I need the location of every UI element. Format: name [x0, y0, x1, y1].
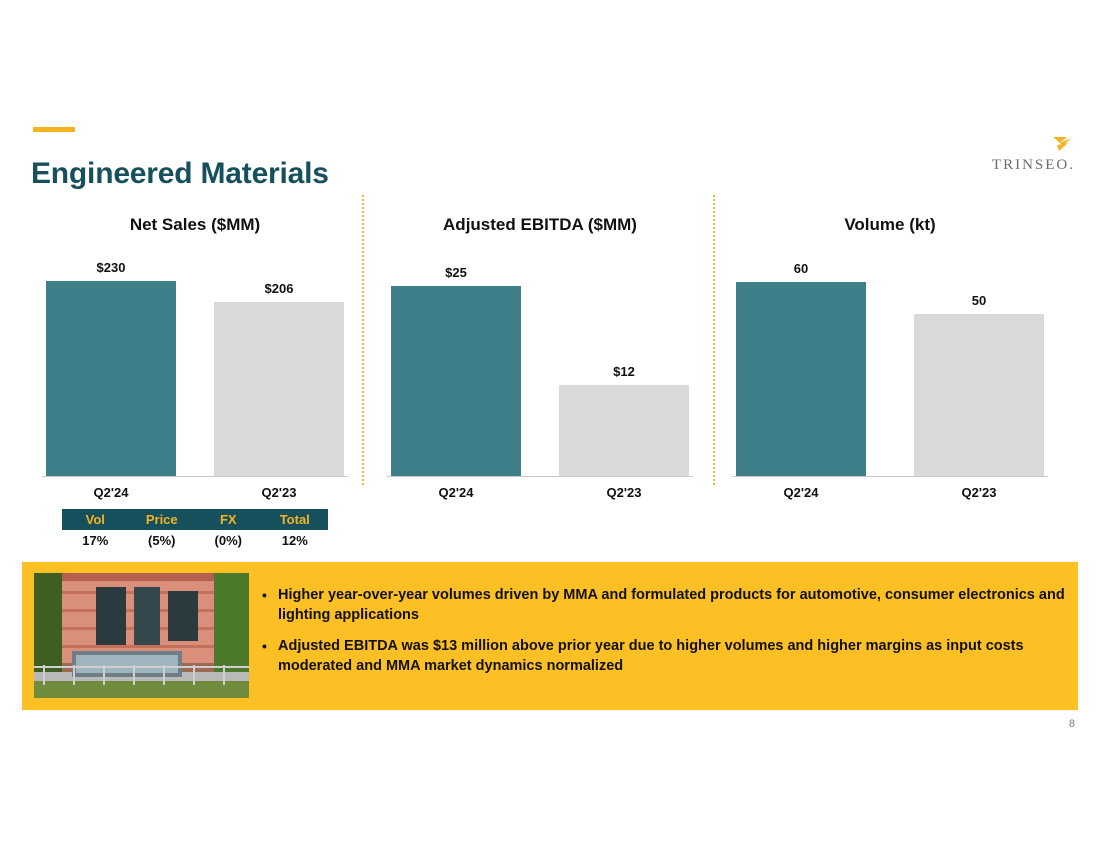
- x-axis-line: [732, 476, 1048, 477]
- variance-header-fx: FX: [219, 512, 237, 527]
- variance-header-total: Total: [279, 512, 310, 527]
- bar-q2-24[interactable]: [736, 282, 866, 476]
- bullet-icon: •: [262, 587, 267, 603]
- chart-panel-net-sales: [30, 205, 360, 515]
- variance-value-total: 12%: [281, 533, 308, 548]
- bar-group-current: [736, 256, 866, 476]
- bar-value-label: $12: [613, 364, 635, 379]
- plot-area-volume: [720, 257, 1060, 477]
- chart-panel-volume: [720, 205, 1060, 515]
- variance-value-price: (5%): [148, 533, 176, 548]
- page-title: Engineered Materials: [31, 157, 329, 191]
- chart-title-volume: Volume (kt): [844, 215, 936, 234]
- trinseo-logo: [965, 135, 1075, 174]
- bar-q2-23[interactable]: [559, 385, 689, 476]
- chart-title-adjusted-ebitda: Adjusted EBITDA ($MM): [443, 215, 637, 234]
- bar-q2-23[interactable]: [914, 314, 1044, 476]
- category-label-current: Q2'24: [783, 485, 819, 500]
- bar-value-label: $230: [96, 260, 126, 275]
- bar-value-label: 60: [793, 261, 809, 276]
- bar-group-prior: [214, 256, 344, 476]
- variance-header-vol: Vol: [85, 512, 105, 527]
- x-axis-line: [42, 476, 348, 477]
- chart-panel-adjusted-ebitda: [375, 205, 705, 515]
- bar-value-label: $206: [264, 281, 294, 296]
- bar-group-current: [46, 256, 176, 476]
- bullet-icon: •: [262, 638, 267, 655]
- category-label-prior: Q2'23: [261, 485, 297, 500]
- photo-illustration: [34, 573, 249, 698]
- variance-table: [62, 509, 328, 551]
- list-item: [262, 637, 1068, 676]
- x-axis-line: [387, 476, 693, 477]
- trinseo-mark-icon: [1051, 135, 1073, 155]
- bar-group-prior: [559, 256, 689, 476]
- panel-divider-1: [362, 195, 364, 485]
- plot-area-adjusted-ebitda: [375, 257, 705, 477]
- bar-group-prior: [914, 256, 1044, 476]
- category-labels: [30, 481, 360, 507]
- page-number: 8: [1068, 718, 1075, 730]
- variance-header-row: [62, 509, 328, 530]
- chart-title-net-sales: Net Sales ($MM): [129, 215, 261, 234]
- category-label-current: Q2'24: [93, 485, 129, 500]
- callout-bullet-list: [262, 586, 1068, 688]
- category-label-prior: Q2'23: [961, 485, 997, 500]
- category-label-current: Q2'24: [438, 485, 474, 500]
- bar-value-label: 50: [971, 293, 987, 308]
- variance-value-vol: 17%: [82, 533, 109, 548]
- category-labels: [375, 481, 705, 507]
- bullet-text-1: Higher year-over-year volumes driven by MMA and formulated products for automotive, consumer electronics and lighting applications: [278, 587, 1065, 623]
- bar-group-current: [391, 256, 521, 476]
- bar-q2-24[interactable]: [46, 281, 176, 476]
- plot-area-net-sales: [30, 257, 360, 477]
- bar-q2-23[interactable]: [214, 302, 344, 476]
- list-item: [262, 586, 1068, 625]
- variance-value-fx: (0%): [214, 533, 242, 548]
- category-label-prior: Q2'23: [606, 485, 642, 500]
- bullet-text-2: Adjusted EBITDA was $13 million above prior year due to higher volumes and higher margins as input costs moderated and MMA market dynamics normalized: [278, 638, 1024, 674]
- panel-divider-2: [713, 195, 715, 485]
- title-accent-bar: [33, 127, 75, 132]
- category-labels: [720, 481, 1060, 507]
- bar-q2-24[interactable]: [391, 286, 521, 476]
- variance-value-row: [62, 530, 328, 551]
- trinseo-wordmark: TRINSEO.: [991, 157, 1075, 173]
- bar-value-label: $25: [445, 265, 467, 280]
- house-with-hot-tub-photo: [34, 573, 249, 698]
- variance-header-price: Price: [145, 512, 178, 527]
- highlights-callout: [22, 562, 1078, 710]
